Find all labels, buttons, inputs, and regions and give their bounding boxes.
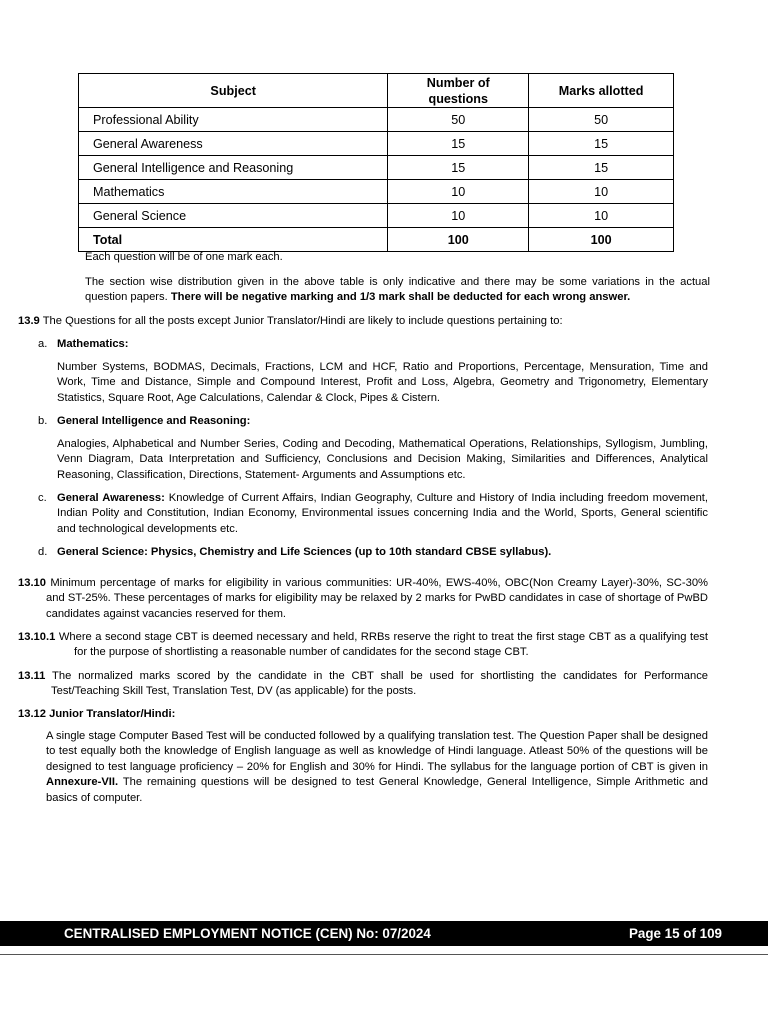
item-c-block [57,491,708,537]
annexure-ref: Annexure-VII. [46,776,119,789]
section-text: Minimum percentage of marks for eligibility in various communities: UR-40%, EWS-40%, OBC(Non Creamy Layer)-30%, SC-30% and ST-25%. These percentages of marks for eligibility may be relaxed by 2 marks for PwBD candidates in case of shortage of PwBD candidates against vacancies reserved for them. [46,577,708,620]
cell-subject: General Awareness [79,132,388,156]
item-a-body: Number Systems, BODMAS, Decimals, Fractions, LCM and HCF, Ratio and Proportions, Percentage, Mensuration, Time and Work, Time and Distance, Simple and Compound Interest, Profit and Loss, Algebra, Geometry and Trigonometry, Elementary Statistics, Square Root, Age Calculations, Calendar & Clock, Pipes & Cistern. [57,361,708,404]
note-distribution-text: The section wise distribution given in the above table is only indicative and there may be some variations in the actual question papers. [85,276,710,304]
section-body-post: The remaining questions will be designed to test General Knowledge, General Intelligence, Simple Arithmetic and basics of computer. [46,776,708,804]
section-text: The Questions for all the posts except Junior Translator/Hindi are likely to include questions pertaining to: [42,315,563,327]
section-13-10 [18,576,708,622]
cell-marks: 15 [529,156,674,180]
total-label: Total [79,228,388,252]
section-number: 13.12 [18,708,46,720]
table-row [79,108,674,132]
section-13-9 [18,314,718,329]
footer-bar [0,921,768,946]
item-d-title: General Science: Physics, Chemistry and Life Sciences (up to 10th standard CBSE syllabus). [57,546,552,558]
item-d-label: d. [38,546,48,558]
item-a-label: a. [38,338,48,350]
section-number: 13.11 [18,670,46,682]
section-number: 13.9 [18,315,40,327]
note-distribution [85,275,710,306]
cell-subject: General Science [79,204,388,228]
section-title: Junior Translator/Hindi: [49,708,176,720]
note-one-mark: Each question will be of one mark each. [85,251,283,263]
footer-page-number: Page 15 of 109 [628,926,722,941]
footer-notice: CENTRALISED EMPLOYMENT NOTICE (CEN) No: 07/2024 [64,926,431,941]
section-13-12-heading [18,707,175,722]
item-b-label: b. [38,415,48,427]
item-b-body: Analogies, Alphabetical and Number Series, Coding and Decoding, Mathematical Operations, Relationships, Syllogism, Jumbling, Venn Diagram, Data Interpretation and Sufficiency, Conclusions and Decision Making, Similarities and Differences, Analytical Reasoning, Classification, Directions, Statement- Arguments and Assumptions etc. [57,438,708,481]
section-text: The normalized marks scored by the candidate in the CBT shall be used for shortlisting the candidates for Performance Test/Teaching Skill Test, Translation Test, DV (as applicable) for the posts. [51,670,709,698]
section-13-10-1 [18,630,708,661]
cell-subject: General Intelligence and Reasoning [79,156,388,180]
cell-marks: 50 [529,108,674,132]
cell-marks: 10 [529,180,674,204]
footer-divider [0,954,768,955]
cell-questions: 15 [388,132,529,156]
cell-subject: Mathematics [79,180,388,204]
table-total-row [79,228,674,252]
cell-subject: Professional Ability [79,108,388,132]
section-body-pre: A single stage Computer Based Test will be conducted followed by a qualifying translation test. The Question Paper shall be designed to test equally both the knowledge of English language as well as knowledge of Hindi language. Atleast 50% of the questions will be designed to test language proficiency – 20% for English and 30% for Hindi. The syllabus for the language portion of CBT is given in [46,730,708,773]
item-a-title: Mathematics: [57,338,129,350]
section-number: 13.10.1 [18,631,56,643]
section-13-11 [18,669,708,700]
note-negative-marking: There will be negative marking and 1/3 mark shall be deducted for each wrong answer. [170,291,631,304]
section-13-12-body [46,729,708,806]
table-row [79,132,674,156]
table-header-row [79,74,674,108]
header-marks: Marks allotted [529,74,674,108]
section-text: Where a second stage CBT is deemed necessary and held, RRBs reserve the right to treat the first stage CBT as a qualifying test for the purpose of shortlisting a reasonable number of candidates for the second stage CBT. [58,631,709,659]
total-marks: 100 [529,228,674,252]
header-subject: Subject [79,74,388,108]
cell-questions: 10 [388,204,529,228]
cell-marks: 10 [529,204,674,228]
marks-table [78,73,674,252]
cell-questions: 10 [388,180,529,204]
table-row [79,204,674,228]
item-c-title: General Awareness: [57,492,165,504]
cell-questions: 15 [388,156,529,180]
item-c-label: c. [38,492,47,504]
section-number: 13.10 [18,577,46,589]
item-c-body: Knowledge of Current Affairs, Indian Geography, Culture and History of India including freedom movement, Indian Polity and Constitution, Indian Economy, Environmental issues concerning India and the World, Sports, General scientific and technological developments etc. [57,492,709,535]
cell-questions: 50 [388,108,529,132]
total-questions: 100 [388,228,529,252]
item-b-title: General Intelligence and Reasoning: [57,415,251,427]
header-questions: Number of questions [388,74,529,108]
cell-marks: 15 [529,132,674,156]
table-row [79,156,674,180]
table-row [79,180,674,204]
